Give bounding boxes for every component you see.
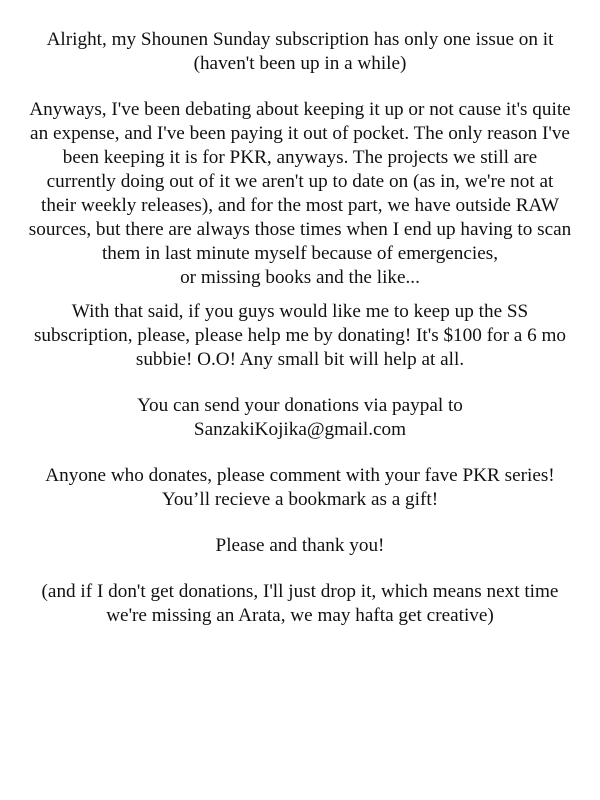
paragraph-donation-request — [0, 300, 600, 372]
paragraph-thanks — [0, 534, 600, 558]
paragraph-closing-note — [0, 580, 600, 628]
paragraph-subscription-status — [0, 28, 600, 76]
paragraph-paypal-info — [0, 394, 600, 442]
email-address: SanzakiKojika@gmail.com — [193, 419, 407, 440]
text-line: currently doing out of it we aren't up to date on (as in, we're not at — [46, 171, 554, 192]
text-line: subscription, please, please help me by donating! It's $100 for a 6 mo — [33, 325, 567, 346]
text-line: (and if I don't get donations, I'll just drop it, which means next time — [41, 581, 559, 602]
text-line: You’ll recieve a bookmark as a gift! — [161, 489, 439, 510]
text-line: or missing books and the like... — [180, 267, 420, 288]
text-line: Anyways, I've been debating about keeping it up or not cause it's quite — [29, 99, 571, 120]
text-line: Anyone who donates, please comment with your fave PKR series! — [45, 465, 555, 486]
paragraph-bookmark-gift — [0, 464, 600, 512]
text-line: With that said, if you guys would like me to keep up the SS — [71, 301, 529, 322]
text-line: You can send your donations via paypal to — [137, 395, 463, 416]
text-line: sources, but there are always those times when I end up having to scan — [28, 219, 572, 240]
text-line: Please and thank you! — [215, 535, 385, 556]
text-line: their weekly releases), and for the most part, we have outside RAW — [41, 195, 559, 216]
text-line: we're missing an Arata, we may hafta get creative) — [106, 605, 494, 626]
text-line: (haven't been up in a while) — [193, 53, 407, 74]
paragraph-explanation — [0, 98, 600, 290]
text-line: been keeping it is for PKR, anyways. The projects we still are — [62, 147, 538, 168]
text-line: subbie! O.O! Any small bit will help at all. — [135, 349, 465, 370]
text-line: Alright, my Shounen Sunday subscription has only one issue on it — [46, 29, 554, 50]
text-line: an expense, and I've been paying it out of pocket. The only reason I've — [30, 123, 570, 144]
text-line: them in last minute myself because of emergencies, — [101, 243, 499, 264]
